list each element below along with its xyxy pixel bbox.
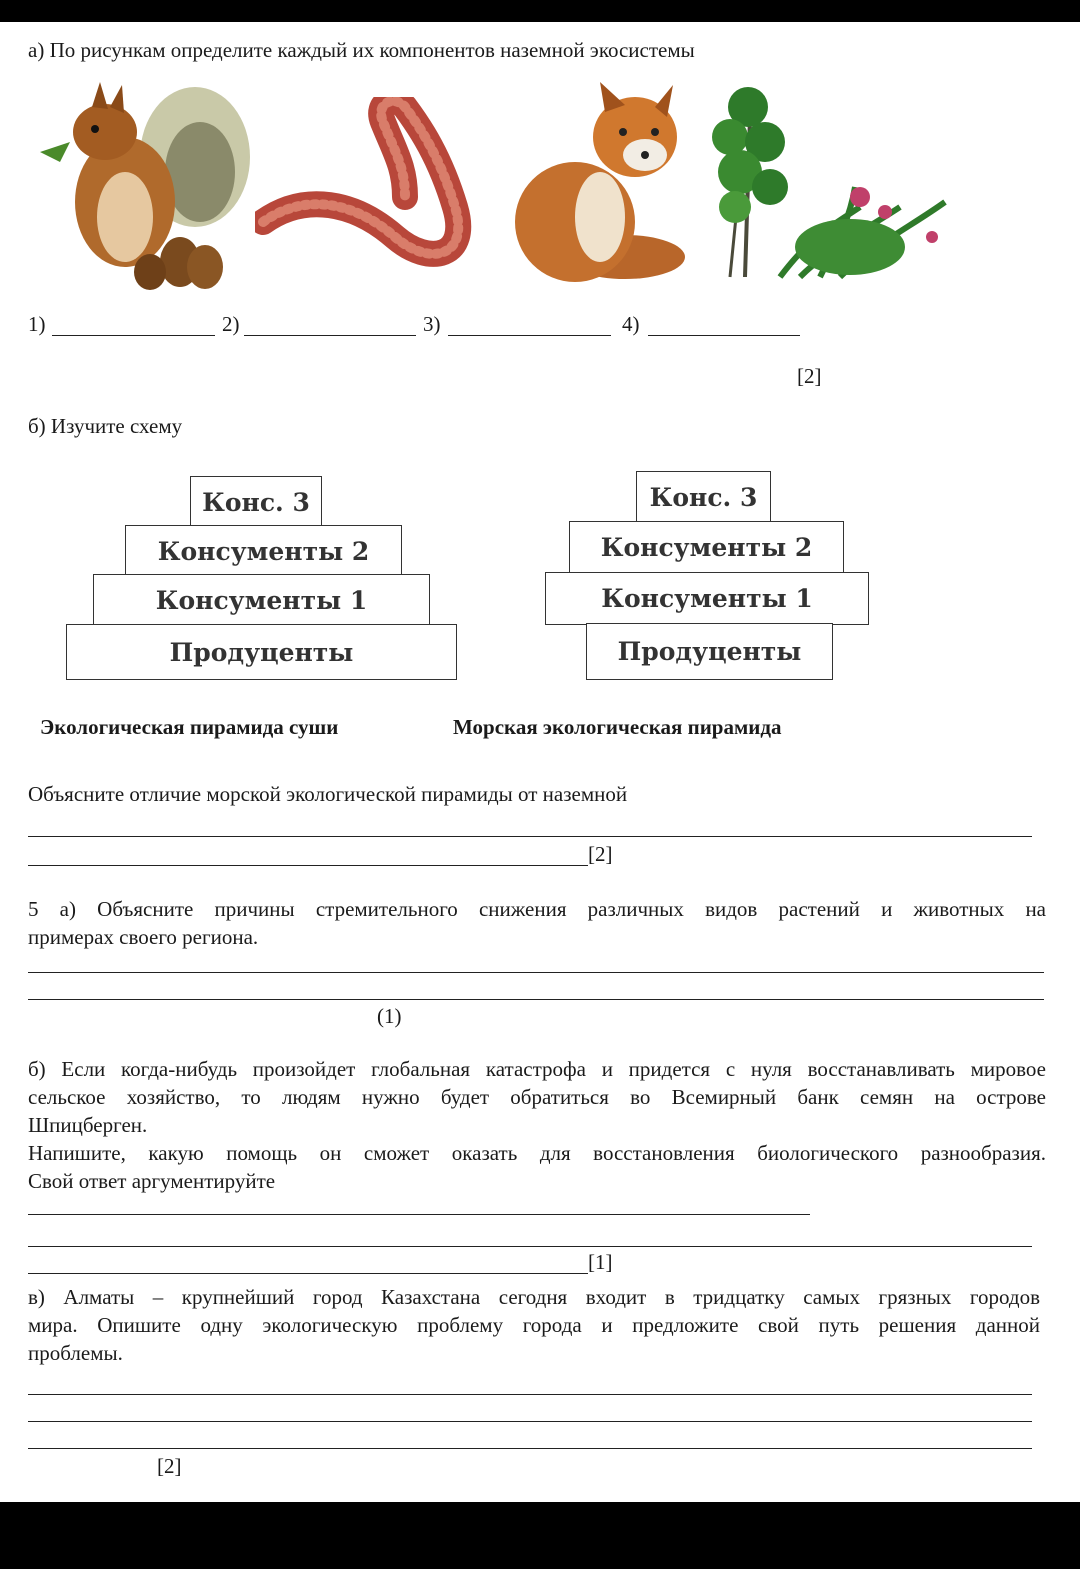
land-level-consumers-1: Консументы 1 (93, 574, 430, 626)
task-5b-line-4: Напишите, какую помощь он сможет оказать для восстановления биологического разнообразия. (28, 1141, 1046, 1165)
answer-line-5a1[interactable] (28, 972, 1044, 973)
task-5b-line-1: б) Если когда-нибудь произойдет глобальная катастрофа и придется с нуля восстанавливать мировое (28, 1057, 1046, 1081)
task-5c-line-2: мира. Опишите одну экологическую проблему города и предложите свой путь решения данной (28, 1313, 1040, 1337)
task-5b-line-2: сельское хозяйство, то людям нужно будет обратиться во Всемирный банк семян на острове (28, 1085, 1046, 1109)
answer-line-5c3[interactable] (28, 1448, 1032, 1449)
task-5a-line-2: примерах своего региона. (28, 925, 259, 949)
sea-level-consumers-2: Консументы 2 (569, 521, 844, 574)
task-5b-text (28, 1055, 1046, 1195)
plants-icon (700, 77, 955, 282)
blank-label-3: 3) (423, 312, 441, 336)
task-5c-line-1: в) Алматы – крупнейший город Казахстана сегодня входит в тридцатку самых грязных городов (28, 1285, 1040, 1309)
blank-label-2: 2) (222, 312, 240, 336)
sea-pyramid-caption: Морская экологическая пирамида (453, 715, 782, 739)
land-level-consumers-3: Конс. 3 (190, 476, 322, 528)
answer-line-5b2[interactable] (28, 1246, 1032, 1247)
sea-level-consumers-3: Конс. 3 (636, 471, 771, 524)
task-5c-line-3: проблемы. (28, 1341, 123, 1365)
answer-line-2[interactable] (244, 335, 416, 336)
answer-line-1[interactable] (52, 335, 215, 336)
squirrel-icon (30, 77, 255, 292)
earthworm-icon (255, 97, 485, 287)
answer-line-4[interactable] (648, 335, 800, 336)
score-b: [2] (588, 842, 613, 866)
answer-line-5b3[interactable] (28, 1273, 588, 1274)
score-5a: (1) (377, 1004, 402, 1028)
blank-label-1: 1) (28, 312, 46, 336)
answer-line-3[interactable] (448, 335, 611, 336)
score-5c: [2] (157, 1454, 182, 1478)
task-5c-text (28, 1283, 1040, 1367)
answer-line-5b1[interactable] (28, 1214, 810, 1215)
task-5a-text (28, 895, 1046, 951)
task-5a-line-1: 5 а) Объясните причины стремительного снижения различных видов растений и животных на (28, 897, 1046, 921)
score-a: [2] (797, 364, 822, 388)
fox-icon (505, 77, 685, 287)
land-level-consumers-2: Консументы 2 (125, 525, 402, 577)
land-pyramid-caption: Экологическая пирамида суши (40, 715, 339, 739)
task-5b-line-3: Шпицберген. (28, 1113, 148, 1137)
blank-label-4: 4) (622, 312, 640, 336)
answer-line-5c1[interactable] (28, 1394, 1032, 1395)
task-5b-line-5: Свой ответ аргументируйте (28, 1169, 276, 1193)
answer-line-5c2[interactable] (28, 1421, 1032, 1422)
land-level-producers: Продуценты (66, 624, 457, 680)
answer-line-b1[interactable] (28, 836, 1032, 837)
task-b-question: Объясните отличие морской экологической пирамиды от наземной (28, 782, 628, 806)
task-b-prompt: б) Изучите схему (28, 414, 183, 438)
sea-level-consumers-1: Консументы 1 (545, 572, 869, 625)
task-a-prompt: а) По рисункам определите каждый их компонентов наземной экосистемы (28, 38, 695, 62)
worksheet-page (0, 22, 1080, 1502)
answer-line-b2[interactable] (28, 865, 588, 866)
sea-level-producers: Продуценты (586, 623, 833, 680)
answer-line-5a2[interactable] (28, 999, 1044, 1000)
score-5b: [1] (588, 1250, 613, 1274)
